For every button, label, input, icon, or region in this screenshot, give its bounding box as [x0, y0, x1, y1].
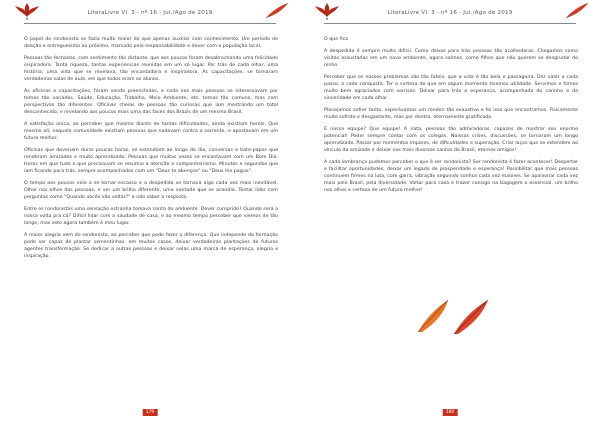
paragraph: As oficinas e capacitações, foram sendo preenchidas, e cada vez mais pessoas se interessavam por temas tão variados. Saúde, Educação, Trabalho, Meio Ambiente, etc. temas tão comuns, mas com perspectivas tão diferentes. Oficinas cheias de pessoas tão curiosas que iam mostrando um total desconhecido, e revelando aos poucos mais uma das faces dos Brazis de um mesmo Brasil. [24, 89, 278, 115]
paragraph: A maior alegria vem do rondonista, ao perceber que pode fazer a diferença. Que independe da formação pode ser capaz de plantar sementinhas, em muitos casos, deixar verdadeiras plantações de futuros agentes transformação. Se dedicar a outras pessoas e deixar nelas uma marca de esperança, alegria e inspiração. [24, 233, 278, 259]
feather-pen-icon [564, 2, 590, 20]
feather-icon [412, 296, 492, 336]
right-page [300, 0, 600, 424]
paragraph: Oficinas que deveriam durar poucas horas, se estendiam ao longo do dia, conversas e bate-papos que renderam amizades e muito aprendizado. Pessoas que muitas vezes se encantavam com um Bom Dia. Horas em que tudo o que precisavam se resumia a atenção e companheirismo. Minutos e segundos que iam ficando para trás, sempre acompanhados com um "Deus te abençoe" ou "Deus lhe pague". [24, 148, 278, 174]
right-body [324, 36, 578, 199]
paragraph: A satisfação única, ao perceber que mesmo diante de tantas dificuldades, ainda existiam heróis. Que mesmo ali, naquela comunidade existiam pessoas que nadavam contra a corrente, e apostavam em um futuro melhor. [24, 122, 278, 141]
feather-pen-icon [264, 2, 290, 20]
page-header [310, 4, 590, 22]
left-body [24, 36, 278, 265]
paragraph: O tempo aos poucos veio a se tornar escasso e a despedida se tornava algo cada vez mais inevitável. Olhar nos olhos das pessoas, e ver um brilho diferente, uma vontade que se acendia. Tentar lidar com perguntas como "Quando vocês vão voltar?" e não saber a resposta. [24, 181, 278, 200]
paragraph: Entre os rondonistas uma sensação estranha tomava conta do ambiente. Dever cumprido? Quando será a nossa volta pra cá? Difícil lidar com a saudade de casa, e ao mesmo tempo perceber que viemos de tão longe, mas este agora também é meu lugar. [24, 207, 278, 226]
paragraph: A cada lembrança pudemos perceber o que é ser rondonista? Ser rondonista é fazer acontecer! Despertar e facilitar oportunidades, deixar um legado de prosperidade e esperança! Possibilitar que mais pessoas continuem firmes na luta, com garra, vibração seguindo sonhos cada vez maiores. Se apaixonar cada vez mais pelo Brasil, pela diversidade. Voltar para casa e trazer consigo na bagagem o essencial, um brilho nos olhos e certeza de um futuro melhor! [324, 160, 578, 193]
page-number: 179 [143, 409, 158, 416]
header-divider [324, 23, 576, 24]
page-number: 180 [443, 409, 458, 416]
paragraph: Perceber que os nossos problemas são tão fúteis, que a vida é tão bela e passageira. Dar valor a cada passo, a cada conquista. Ter a certeza de que em algum momento tivemos utilidade. Servimos e fomos muito bem agraciados com sorrisos. Deixar para trás a esperança, acompanhada do carinho e da sinceridade em cada olhar. [324, 75, 578, 101]
header-title: LiteraLivre VI. 3 - nº 16 - Jul./Ago de 2019 [387, 10, 513, 16]
header-divider [24, 23, 276, 24]
paragraph: Pessoas tão fechadas, com sentimento tão distante, que aos poucos foram desabrochando uma felicidade inspiradora. Tanta riqueza, tantas experiencias reunidas em um só lugar. Por trás de cada olhar, uma história, uma vida que se revelava, tão encantadora e inspiradora. As capacitações, se tornaram verdadeiras salas de aula, em que todos eram os alunos. [24, 56, 278, 82]
paragraph: A despedida é sempre muito difícil. Como deixar para trás pessoas tão acolhedoras. Chegamos como visitas assustadas em um novo ambiente, agora saímos, como filhos que não querem se desgrudar do ninho. [324, 49, 578, 68]
paragraph: Planejamos sofrer tanto, esperávamos um rondon tão exaustivo e foi isso que encontramos. Fisicamente muito sofrido e desgastante, mas por dentro, eternamente gratificado. [324, 108, 578, 120]
section-heading: O que fica [324, 37, 349, 42]
header-title: LiteraLivre VI. 3 - nº 16 - Jul./Ago de 2019 [87, 10, 213, 16]
paragraph: E nossa equipe? Que equipe! A nata, pessoas tão admiradoras, capazes de mostrar seu enorme potencial! Poder sempre contar com os colegas. Noissas crises, discussões, se tornaram um longo aprendizado. Passar por momentos ímpares, de dificuldades e superação. Criar laços que se estendem ao vínculo da amizade e deixar nos mais diversos cantos do Brasil, eternos amigos! [324, 127, 578, 153]
paragraph: O papel do rondonista se fazia muito maior do que apenas auxiliar com conhecimento. Um período de doação e entregueismo ao próximo, marcado pela responsabilidade e dever com a população local. [24, 37, 278, 49]
page-header [10, 4, 290, 22]
